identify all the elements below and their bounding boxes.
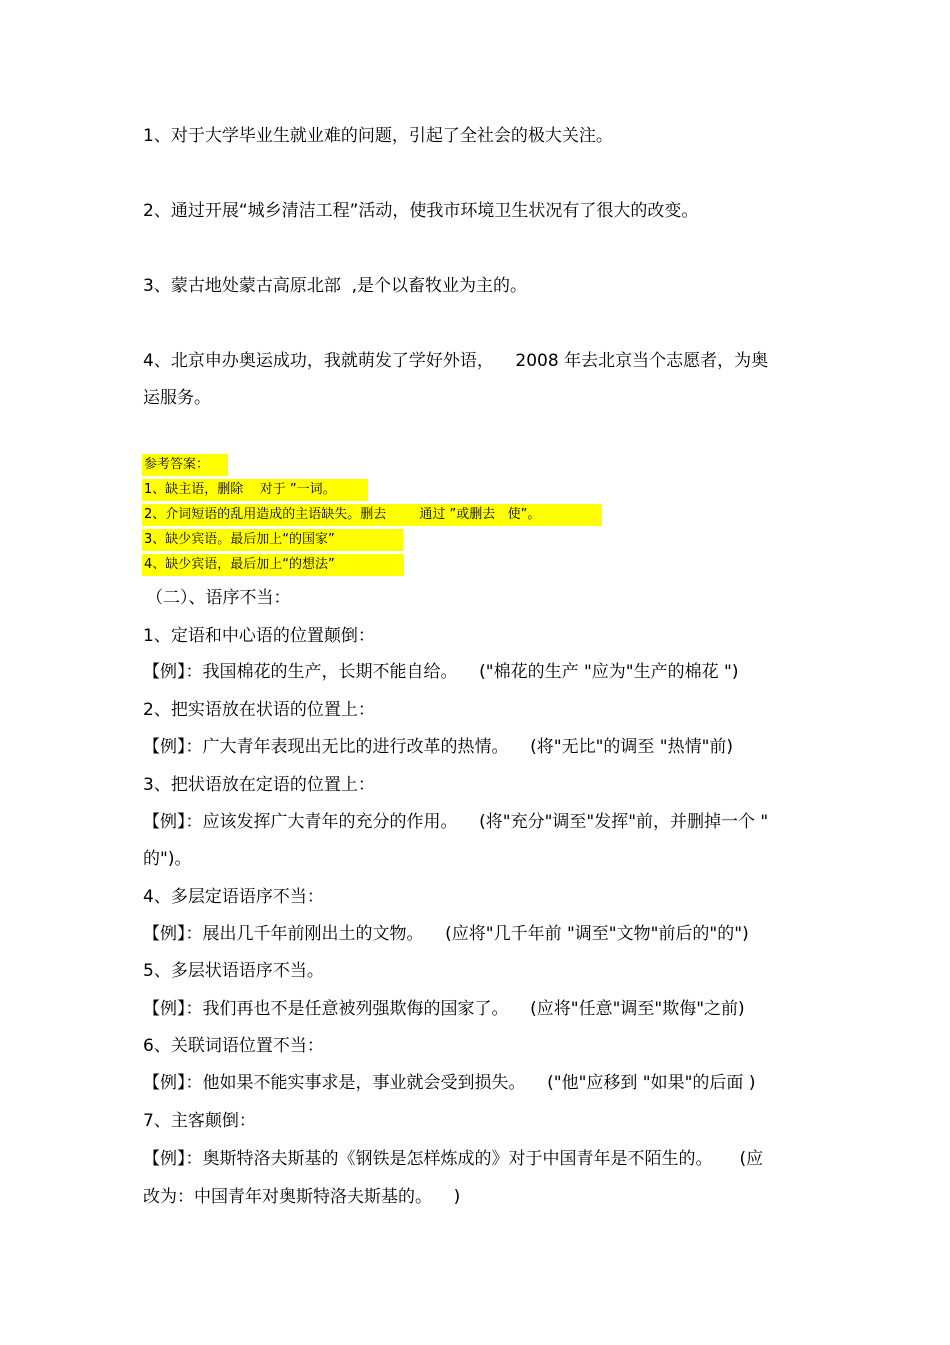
answer-item-3: 3、缺少宾语。最后加上“的国家”	[142, 529, 403, 551]
question-4: 4、北京申办奥运成功，我就萌发了学好外语， 2008 年去北京当个志愿者，为奥	[143, 351, 769, 371]
example-7-continued: 改为：中国青年对奥斯特洛夫斯基的。 )	[143, 1187, 461, 1207]
answer-item-1: 1、缺主语，删除 对于 ”一词。	[142, 479, 368, 501]
rule-3: 3、把状语放在定语的位置上：	[143, 775, 375, 795]
rule-2: 2、把实语放在状语的位置上：	[143, 700, 375, 720]
example-7: 【例】：奥斯特洛夫斯基的《钢铁是怎样炼成的》对于中国青年是不陌生的。 (应	[143, 1149, 764, 1169]
question-2: 2、通过开展“城乡清洁工程”活动，使我市环境卫生状况有了很大的改变。	[143, 201, 699, 221]
rule-5: 5、多层状语语序不当。	[143, 961, 324, 981]
rule-7: 7、主客颠倒：	[143, 1111, 256, 1131]
answer-item-4: 4、缺少宾语，最后加上“的想法”	[142, 554, 404, 576]
example-1: 【例】：我国棉花的生产，长期不能自给。 ("棉花的生产 "应为"生产的棉花 ")	[143, 662, 739, 682]
answer-title: 参考答案：	[142, 454, 228, 476]
answer-item-2: 2、介词短语的乱用造成的主语缺失。删去 通过 ”或删去 使”。	[142, 504, 602, 526]
rule-6: 6、关联词语位置不当：	[143, 1036, 324, 1056]
example-3: 【例】：应该发挥广大青年的充分的作用。 (将"充分"调至"发挥"前，并删掉一个 "	[143, 812, 769, 832]
rule-4: 4、多层定语语序不当：	[143, 887, 324, 907]
example-3-continued: 的")。	[143, 849, 192, 869]
section-heading: （二）、语序不当：	[146, 588, 291, 608]
question-4-continued: 运服务。	[143, 388, 211, 408]
example-4: 【例】：展出几千年前刚出土的文物。 (应将"几千年前 "调至"文物"前后的"的")	[143, 924, 749, 944]
question-1: 1、对于大学毕业生就业难的问题，引起了全社会的极大关注。	[143, 126, 613, 146]
question-3: 3、蒙古地处蒙古高原北部 ,是个以畜牧业为主的。	[143, 276, 528, 296]
rule-1: 1、定语和中心语的位置颠倒：	[143, 626, 375, 646]
example-2: 【例】：广大青年表现出无比的进行改革的热情。 (将"无比"的调至 "热情"前)	[143, 737, 734, 757]
example-6: 【例】：他如果不能实事求是，事业就会受到损失。 ("他"应移到 "如果"的后面 )	[143, 1073, 756, 1093]
example-5: 【例】：我们再也不是任意被列强欺侮的国家了。 (应将"任意"调至"欺侮"之前)	[143, 999, 745, 1019]
